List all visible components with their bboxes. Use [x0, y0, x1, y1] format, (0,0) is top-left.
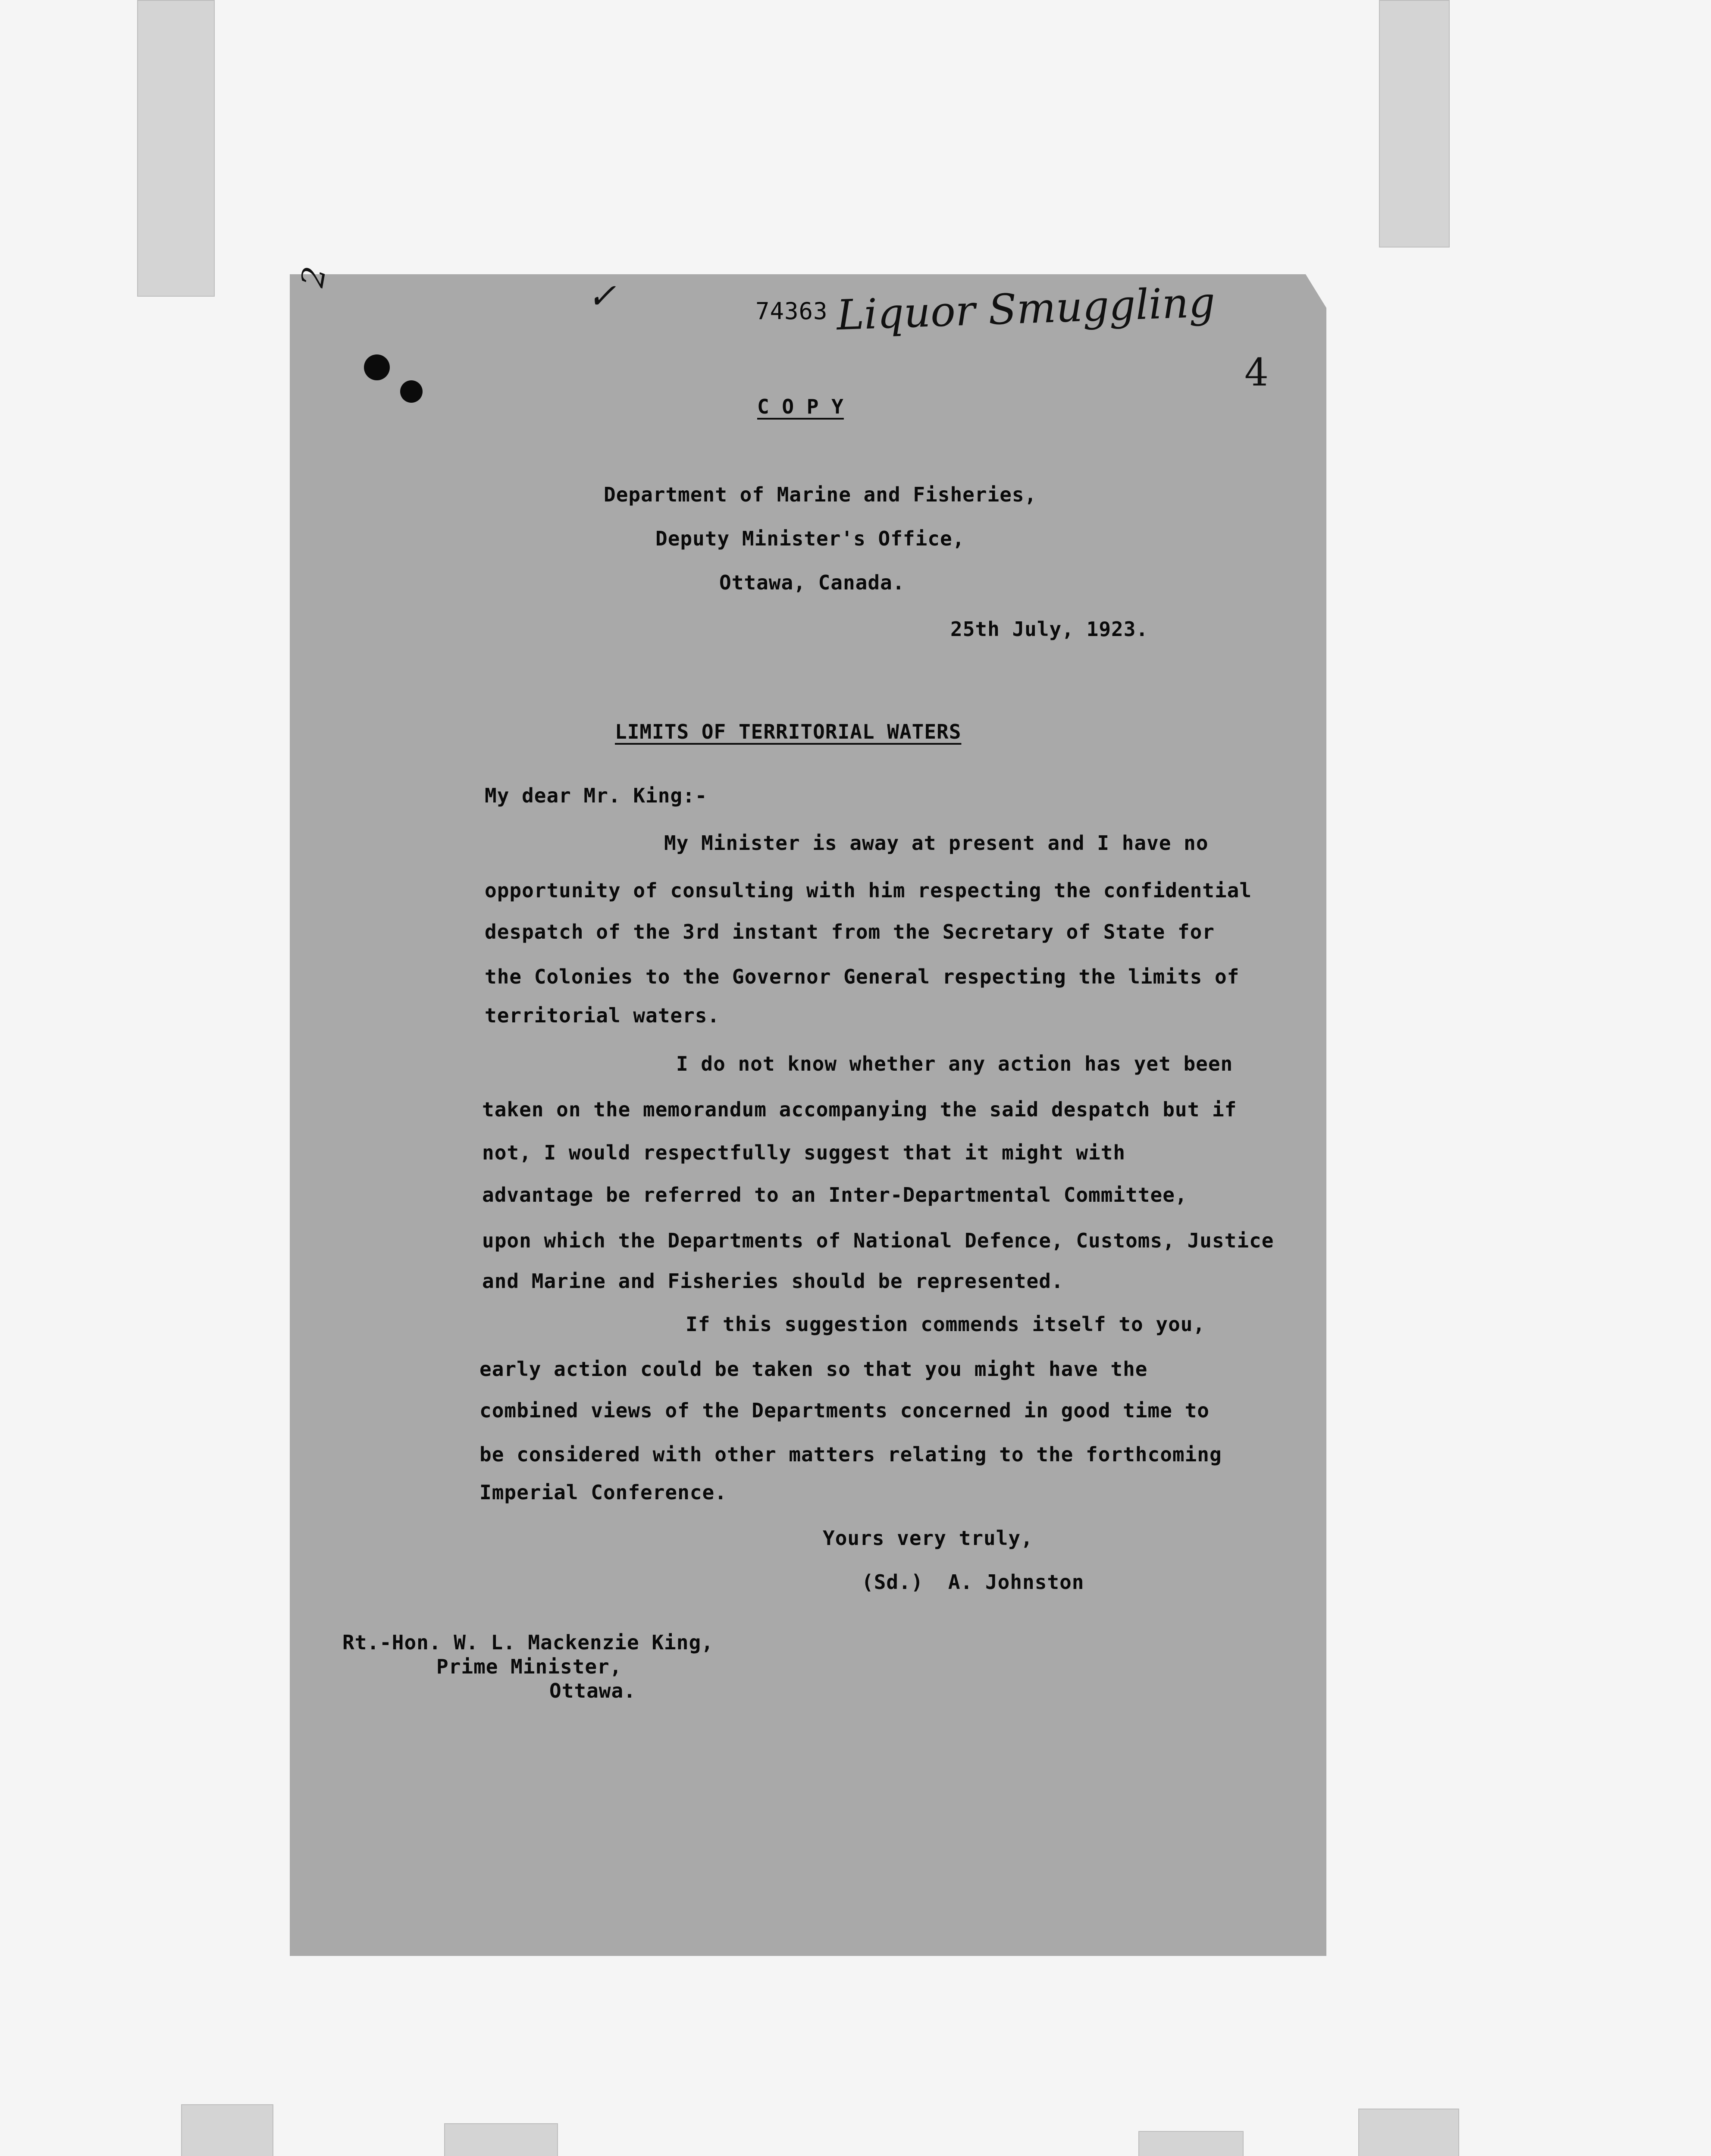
tape-bottom-4: [1358, 2109, 1459, 2156]
paragraph-2-line: upon which the Departments of National Defence, Customs, Justice: [482, 1229, 1274, 1252]
sender-line-1: Department of Marine and Fisheries,: [604, 483, 1037, 506]
file-number: 74363: [755, 298, 828, 325]
sender-line-3: Ottawa, Canada.: [719, 571, 905, 594]
paragraph-3-line: If this suggestion commends itself to you,: [686, 1313, 1206, 1336]
punch-hole: [364, 354, 390, 380]
subject-heading: LIMITS OF TERRITORIAL WATERS: [615, 720, 962, 743]
paragraph-3-line: be considered with other matters relating to the forthcoming: [479, 1443, 1222, 1466]
paragraph-2-line: I do not know whether any action has yet been: [676, 1052, 1233, 1075]
paragraph-2-line: and Marine and Fisheries should be represented.: [482, 1269, 1064, 1293]
paragraph-1-line: opportunity of consulting with him respecting the confidential: [485, 879, 1252, 902]
recipient-line-2: Prime Minister,: [436, 1655, 622, 1678]
check-mark: ✓: [587, 276, 617, 316]
corner-mark: 2: [294, 264, 333, 290]
paragraph-2-line: taken on the memorandum accompanying the said despatch but if: [482, 1098, 1237, 1121]
tape-bottom-1: [181, 2104, 273, 2156]
paragraph-3-line: combined views of the Departments concerned in good time to: [479, 1399, 1210, 1422]
sender-line-2: Deputy Minister's Office,: [655, 527, 965, 550]
closing: Yours very truly,: [823, 1526, 1033, 1550]
punch-hole: [400, 380, 423, 403]
paragraph-1-line: My Minister is away at present and I have no: [664, 831, 1209, 855]
paragraph-1-line: territorial waters.: [485, 1004, 720, 1027]
copy-heading: C O P Y: [757, 395, 844, 418]
salutation: My dear Mr. King:-: [485, 784, 708, 807]
tape-bottom-2: [444, 2123, 558, 2156]
paragraph-2-line: advantage be referred to an Inter-Departmental Committee,: [482, 1183, 1188, 1206]
paragraph-2-line: not, I would respectfully suggest that it might with: [482, 1141, 1126, 1164]
signature: (Sd.) A. Johnston: [862, 1570, 1084, 1594]
paragraph-1-line: despatch of the 3rd instant from the Secretary of State for: [485, 920, 1215, 943]
paragraph-3-line: Imperial Conference.: [479, 1481, 727, 1504]
recipient-line-1: Rt.-Hon. W. L. Mackenzie King,: [342, 1631, 714, 1654]
letter-date: 25th July, 1923.: [950, 617, 1149, 641]
subject-note: Liquor Smuggling: [836, 278, 1216, 340]
tape-top-right: [1379, 0, 1450, 248]
paragraph-1-line: the Colonies to the Governor General respecting the limits of: [485, 965, 1240, 988]
tape-top-left: [137, 0, 215, 297]
paragraph-3-line: early action could be taken so that you might have the: [479, 1357, 1148, 1381]
page-number: 4: [1244, 350, 1269, 395]
tape-bottom-3: [1138, 2131, 1244, 2156]
recipient-line-3: Ottawa.: [549, 1679, 636, 1702]
